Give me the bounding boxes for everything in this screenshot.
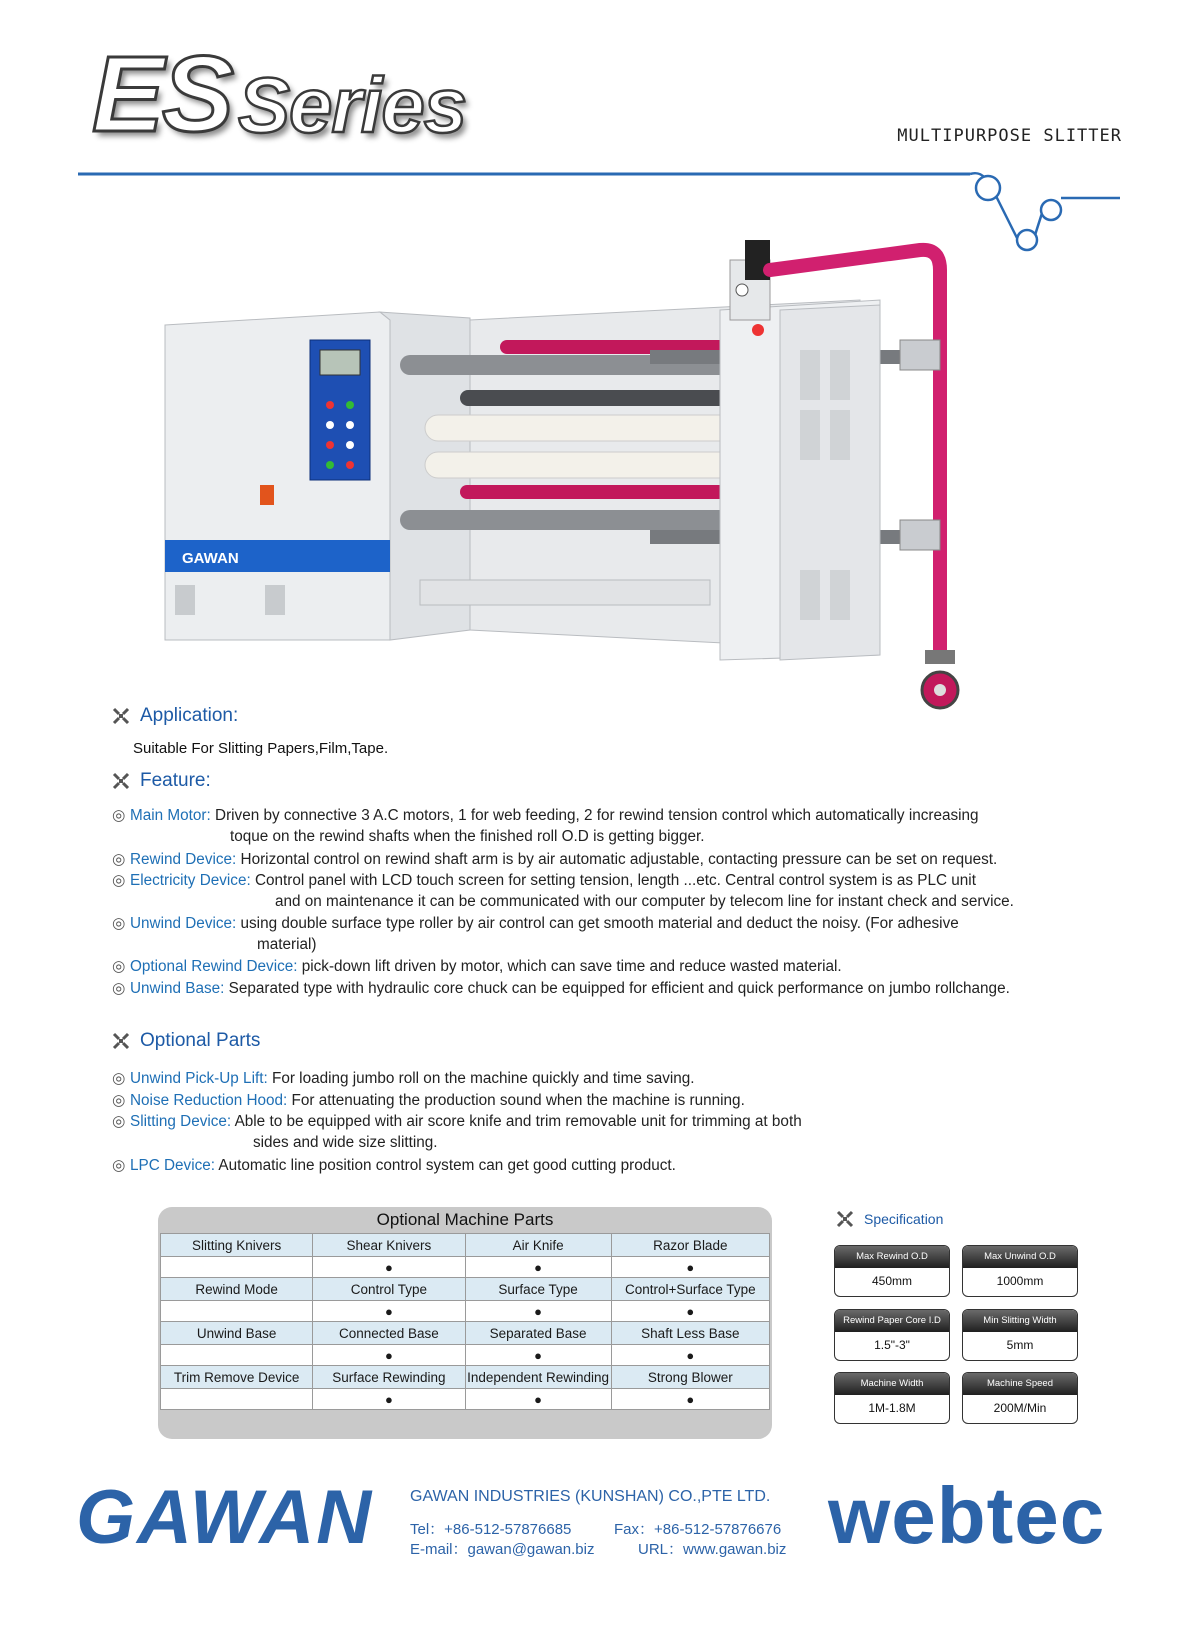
optional-part-item: ◎ LPC Device: Automatic line position control system can get good cutting product.	[112, 1157, 676, 1174]
table-cell: ●	[313, 1257, 465, 1278]
circle-bullet-icon: ◎	[112, 807, 126, 824]
table-cell: ●	[611, 1345, 769, 1366]
optional-part-item: ◎ Unwind Pick-Up Lift: For loading jumbo roll on the machine quickly and time saving.	[112, 1070, 695, 1087]
table-cell: ●	[465, 1345, 611, 1366]
table-row	[161, 1301, 770, 1322]
feature-item: ◎ Unwind Base: Separated type with hydraulic core chuck can be equipped for efficient and quick performance on jumbo rollchange.	[112, 980, 1010, 997]
title-es: ES	[92, 33, 233, 154]
optional-parts-table-title: Optional Machine Parts	[376, 1210, 554, 1229]
spec-max-rewind-od: Max Rewind O.D 450mm	[834, 1245, 950, 1297]
table-cell: Unwind Base	[161, 1322, 313, 1345]
feature-heading	[112, 770, 211, 792]
table-cell: ●	[465, 1389, 611, 1410]
section-bullet-icon	[112, 772, 130, 790]
machine-brand-label: GAWAN	[182, 550, 239, 567]
specification-heading	[836, 1210, 943, 1228]
optional-parts-heading-text: Optional Parts	[140, 1030, 261, 1051]
circle-bullet-icon: ◎	[112, 1113, 126, 1130]
feature-item: ◎ Unwind Device: using double surface type roller by air control can get smooth material and deduct the noisy. (For adhesive material)	[112, 915, 959, 953]
feature-item: ◎ Main Motor: Driven by connective 3 A.C motors, 1 for web feeding, 2 for rewind tension control which automatically increasing toque on the rewind shafts when the finished roll O.D is getting bigger.	[112, 807, 979, 845]
contact-url: URL：www.gawan.biz	[638, 1541, 787, 1558]
feature-item: ◎ Electricity Device: Control panel with LCD touch screen for setting tension, length ...etc. Central control system is as PLC unit and on maintenance it can be communicated with our computer by telecom line for instant check and service.	[112, 872, 1014, 910]
table-cell	[161, 1345, 313, 1366]
table-row	[161, 1278, 770, 1301]
table-row	[161, 1389, 770, 1410]
spec-max-unwind-od: Max Unwind O.D 1000mm	[962, 1245, 1078, 1297]
machine-illustration	[160, 230, 1020, 730]
feature-heading-text: Feature:	[140, 770, 211, 791]
table-cell: Strong Blower	[611, 1366, 769, 1389]
optional-part-item: ◎ Noise Reduction Hood: For attenuating the production sound when the machine is running.	[112, 1092, 745, 1109]
table-cell: Shaft Less Base	[611, 1322, 769, 1345]
company-name: GAWAN INDUSTRIES (KUNSHAN) CO.,PTE LTD.	[410, 1488, 771, 1505]
circle-bullet-icon: ◎	[112, 980, 126, 997]
specification-heading-text: Specification	[864, 1211, 944, 1227]
table-cell: Trim Remove Device	[161, 1366, 313, 1389]
table-cell: Air Knife	[465, 1234, 611, 1257]
spec-rewind-paper-core: Rewind Paper Core I.D 1.5"-3"	[834, 1309, 950, 1361]
circle-bullet-icon: ◎	[112, 915, 126, 932]
contact-email: E-mail：gawan@gawan.biz	[410, 1541, 595, 1558]
circle-bullet-icon: ◎	[112, 872, 126, 889]
application-heading-text: Application:	[140, 705, 239, 726]
table-cell: ●	[611, 1389, 769, 1410]
table-row	[161, 1234, 770, 1257]
circle-bullet-icon: ◎	[112, 851, 126, 868]
optional-parts-heading	[112, 1030, 260, 1052]
table-cell: ●	[313, 1345, 465, 1366]
table-cell: ●	[465, 1257, 611, 1278]
table-cell: Independent Rewinding	[465, 1366, 611, 1389]
gawan-logo: GAWAN	[76, 1475, 374, 1560]
table-cell: ●	[465, 1301, 611, 1322]
table-cell	[161, 1389, 313, 1410]
table-cell: Razor Blade	[611, 1234, 769, 1257]
table-cell: Separated Base	[465, 1322, 611, 1345]
table-cell: Connected Base	[313, 1322, 465, 1345]
feature-item: ◎ Rewind Device: Horizontal control on rewind shaft arm is by air automatic adjustable, contacting pressure can be set on request.	[112, 851, 998, 868]
table-cell: Control Type	[313, 1278, 465, 1301]
table-cell	[161, 1257, 313, 1278]
table-cell: Control+Surface Type	[611, 1278, 769, 1301]
table-row	[161, 1366, 770, 1389]
table-cell: ●	[611, 1301, 769, 1322]
spec-machine-speed: Machine Speed 200M/Min	[962, 1372, 1078, 1424]
spec-min-slitting-width: Min Slitting Width 5mm	[962, 1309, 1078, 1361]
application-heading	[112, 705, 238, 727]
circle-bullet-icon: ◎	[112, 1157, 126, 1174]
circle-bullet-icon: ◎	[112, 1070, 126, 1087]
feature-item: ◎ Optional Rewind Device: pick-down lift driven by motor, which can save time and reduce wasted material.	[112, 958, 842, 975]
table-cell: Shear Knivers	[313, 1234, 465, 1257]
table-cell: Rewind Mode	[161, 1278, 313, 1301]
optional-part-item: ◎ Slitting Device: Able to be equipped with air score knife and trim removable unit for trimming at both sides and wide size slitting.	[112, 1113, 802, 1151]
table-cell: ●	[611, 1257, 769, 1278]
table-cell	[161, 1301, 313, 1322]
application-text: Suitable For Slitting Papers,Film,Tape.	[133, 740, 389, 757]
section-bullet-icon	[112, 1032, 130, 1050]
webtec-logo: webtec	[828, 1471, 1106, 1560]
table-cell: Surface Rewinding	[313, 1366, 465, 1389]
table-cell: ●	[313, 1389, 465, 1410]
circle-bullet-icon: ◎	[112, 1092, 126, 1109]
table-row	[161, 1345, 770, 1366]
table-row	[161, 1257, 770, 1278]
title-series: Series	[238, 61, 467, 149]
table-cell: ●	[313, 1301, 465, 1322]
contact-tel: Tel：+86-512-57876685	[410, 1521, 572, 1538]
table-cell: Slitting Knivers	[161, 1234, 313, 1257]
table-cell: Surface Type	[465, 1278, 611, 1301]
subtitle: MULTIPURPOSE SLITTER	[897, 126, 1122, 146]
contact-fax: Fax：+86-512-57876676	[614, 1521, 782, 1538]
table-row	[161, 1322, 770, 1345]
section-bullet-icon	[112, 707, 130, 725]
section-bullet-icon	[836, 1210, 854, 1228]
spec-machine-width: Machine Width 1M-1.8M	[834, 1372, 950, 1424]
circle-bullet-icon: ◎	[112, 958, 126, 975]
optional-parts-table	[160, 1233, 770, 1410]
